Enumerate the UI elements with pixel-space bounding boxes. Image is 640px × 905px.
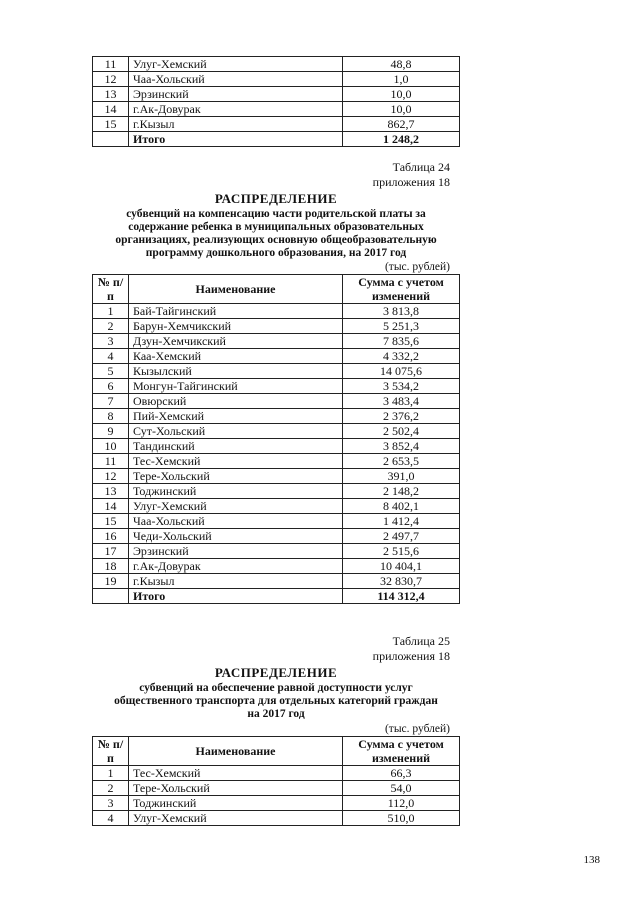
row-name: Улуг-Хемский [129, 57, 343, 72]
table-header-row [93, 737, 460, 766]
row-sum: 2 653,5 [343, 454, 460, 469]
row-number: 15 [93, 514, 129, 529]
table-row [93, 364, 460, 379]
total-sum: 114 312,4 [343, 589, 460, 604]
row-name: Дзун-Хемчикский [129, 334, 343, 349]
row-number: 18 [93, 559, 129, 574]
table-row [93, 514, 460, 529]
row-sum: 5 251,3 [343, 319, 460, 334]
row-sum: 4 332,2 [343, 349, 460, 364]
row-number: 5 [93, 364, 129, 379]
row-name: Овюрский [129, 394, 343, 409]
table-row [93, 781, 460, 796]
row-name: г.Ак-Довурак [129, 102, 343, 117]
table1-body [93, 57, 460, 147]
row-name: Монгун-Тайгинский [129, 379, 343, 394]
table-row [93, 424, 460, 439]
row-sum: 10,0 [343, 102, 460, 117]
row-name: Эрзинский [129, 544, 343, 559]
row-number: 2 [93, 319, 129, 334]
table-row [93, 574, 460, 589]
row-number: 15 [93, 117, 129, 132]
row-number: 12 [93, 469, 129, 484]
row-sum: 8 402,1 [343, 499, 460, 514]
row-sum: 7 835,6 [343, 334, 460, 349]
row-sum: 3 483,4 [343, 394, 460, 409]
row-name: г.Кызыл [129, 117, 343, 132]
total-sum: 1 248,2 [343, 132, 460, 147]
row-sum: 66,3 [343, 766, 460, 781]
row-number: 11 [93, 454, 129, 469]
row-number: 4 [93, 349, 129, 364]
row-number: 1 [93, 304, 129, 319]
subtitle-line: содержание ребенка в муниципальных образовательных [128, 221, 424, 233]
row-sum: 510,0 [343, 811, 460, 826]
table-row [93, 454, 460, 469]
row-sum: 3 852,4 [343, 439, 460, 454]
subtitle-line: организациях, реализующих основную общеобразовательную [115, 234, 437, 246]
row-number: 17 [93, 544, 129, 559]
row-sum: 1,0 [343, 72, 460, 87]
table-25 [92, 736, 460, 826]
row-sum: 3 534,2 [343, 379, 460, 394]
section2-subtitle [92, 208, 460, 260]
units-label-24: (тыс. рублей) [384, 261, 450, 273]
row-name: Улуг-Хемский [129, 499, 343, 514]
row-name: Тере-Хольский [129, 469, 343, 484]
row-name: Эрзинский [129, 87, 343, 102]
row-sum: 2 148,2 [343, 484, 460, 499]
row-number: 7 [93, 394, 129, 409]
page-number: 138 [583, 854, 600, 866]
row-name: Тес-Хемский [129, 454, 343, 469]
table-row [93, 304, 460, 319]
row-number: 12 [93, 72, 129, 87]
row-name: Пий-Хемский [129, 409, 343, 424]
row-number: 9 [93, 424, 129, 439]
table-continuation [92, 56, 460, 147]
row-sum: 54,0 [343, 781, 460, 796]
row-sum: 10 404,1 [343, 559, 460, 574]
row-name: Чаа-Хольский [129, 72, 343, 87]
table-row [93, 544, 460, 559]
table-number-24: Таблица 24 [392, 160, 450, 174]
table-row [93, 72, 460, 87]
row-number: 14 [93, 499, 129, 514]
subtitle-line: субвенций на компенсацию части родительской платы за [126, 208, 426, 220]
row-number: 8 [93, 409, 129, 424]
table-row [93, 87, 460, 102]
table-row [93, 319, 460, 334]
table-row [93, 484, 460, 499]
row-name: г.Ак-Довурак [129, 559, 343, 574]
row-sum: 48,8 [343, 57, 460, 72]
table-row [93, 559, 460, 574]
row-name: Барун-Хемчикский [129, 319, 343, 334]
units-label-25: (тыс. рублей) [384, 723, 450, 735]
row-sum: 2 515,6 [343, 544, 460, 559]
row-number: 11 [93, 57, 129, 72]
row-name: Кызылский [129, 364, 343, 379]
subtitle-line: субвенций на обеспечение равной доступности услуг [139, 682, 413, 694]
table-row [93, 57, 460, 72]
row-number: 3 [93, 334, 129, 349]
row-number: 4 [93, 811, 129, 826]
subtitle-line: программу дошкольного образования, на 2017 год [145, 247, 407, 259]
section3-subtitle [92, 682, 460, 721]
row-name: Улуг-Хемский [129, 811, 343, 826]
row-name: Тоджинский [129, 796, 343, 811]
row-sum: 14 075,6 [343, 364, 460, 379]
row-name: Тандинский [129, 439, 343, 454]
row-number: 13 [93, 484, 129, 499]
section3-heading: РАСПРЕДЕЛЕНИЕ [214, 665, 338, 680]
table-number-25: Таблица 25 [392, 634, 450, 648]
row-name: Каа-Хемский [129, 349, 343, 364]
subtitle-line: на 2017 год [247, 708, 305, 720]
row-sum: 1 412,4 [343, 514, 460, 529]
row-name: Тоджинский [129, 484, 343, 499]
row-sum: 2 376,2 [343, 409, 460, 424]
total-num-empty [93, 589, 129, 604]
total-row [93, 132, 460, 147]
table-row [93, 102, 460, 117]
appendix-label-24: приложения 18 [372, 175, 450, 189]
table-row [93, 409, 460, 424]
row-sum: 3 813,8 [343, 304, 460, 319]
row-name: Сут-Хольский [129, 424, 343, 439]
table2-body [93, 304, 460, 604]
header-num: № п/п [93, 737, 129, 766]
row-number: 10 [93, 439, 129, 454]
row-number: 19 [93, 574, 129, 589]
header-num: № п/п [93, 275, 129, 304]
table-row [93, 334, 460, 349]
row-sum: 2 502,4 [343, 424, 460, 439]
total-num-empty [93, 132, 129, 147]
header-sum: Сумма с учетом изменений [343, 275, 460, 304]
row-name: Тес-Хемский [129, 766, 343, 781]
table3-body [93, 766, 460, 826]
row-sum: 10,0 [343, 87, 460, 102]
row-sum: 2 497,7 [343, 529, 460, 544]
row-sum: 112,0 [343, 796, 460, 811]
row-number: 1 [93, 766, 129, 781]
total-label: Итого [129, 132, 343, 147]
row-name: Тере-Хольский [129, 781, 343, 796]
table-row [93, 349, 460, 364]
header-name: Наименование [129, 737, 343, 766]
row-sum: 32 830,7 [343, 574, 460, 589]
table-row [93, 469, 460, 484]
row-number: 14 [93, 102, 129, 117]
header-sum: Сумма с учетом изменений [343, 737, 460, 766]
table-row [93, 766, 460, 781]
row-number: 6 [93, 379, 129, 394]
table-row [93, 529, 460, 544]
table-row [93, 811, 460, 826]
row-name: Чеди-Хольский [129, 529, 343, 544]
table-row [93, 117, 460, 132]
subtitle-line: общественного транспорта для отдельных категорий граждан [114, 695, 438, 707]
row-number: 13 [93, 87, 129, 102]
total-row [93, 589, 460, 604]
table-header-row [93, 275, 460, 304]
row-number: 3 [93, 796, 129, 811]
row-name: Бай-Тайгинский [129, 304, 343, 319]
row-sum: 862,7 [343, 117, 460, 132]
table-row [93, 379, 460, 394]
table-row [93, 394, 460, 409]
row-name: г.Кызыл [129, 574, 343, 589]
row-sum: 391,0 [343, 469, 460, 484]
row-number: 2 [93, 781, 129, 796]
section2-heading: РАСПРЕДЕЛЕНИЕ [214, 191, 338, 206]
table-24 [92, 274, 460, 604]
table-row [93, 439, 460, 454]
row-number: 16 [93, 529, 129, 544]
table-row [93, 796, 460, 811]
total-label: Итого [129, 589, 343, 604]
appendix-label-25: приложения 18 [372, 649, 450, 663]
table-row [93, 499, 460, 514]
header-name: Наименование [129, 275, 343, 304]
row-name: Чаа-Хольский [129, 514, 343, 529]
